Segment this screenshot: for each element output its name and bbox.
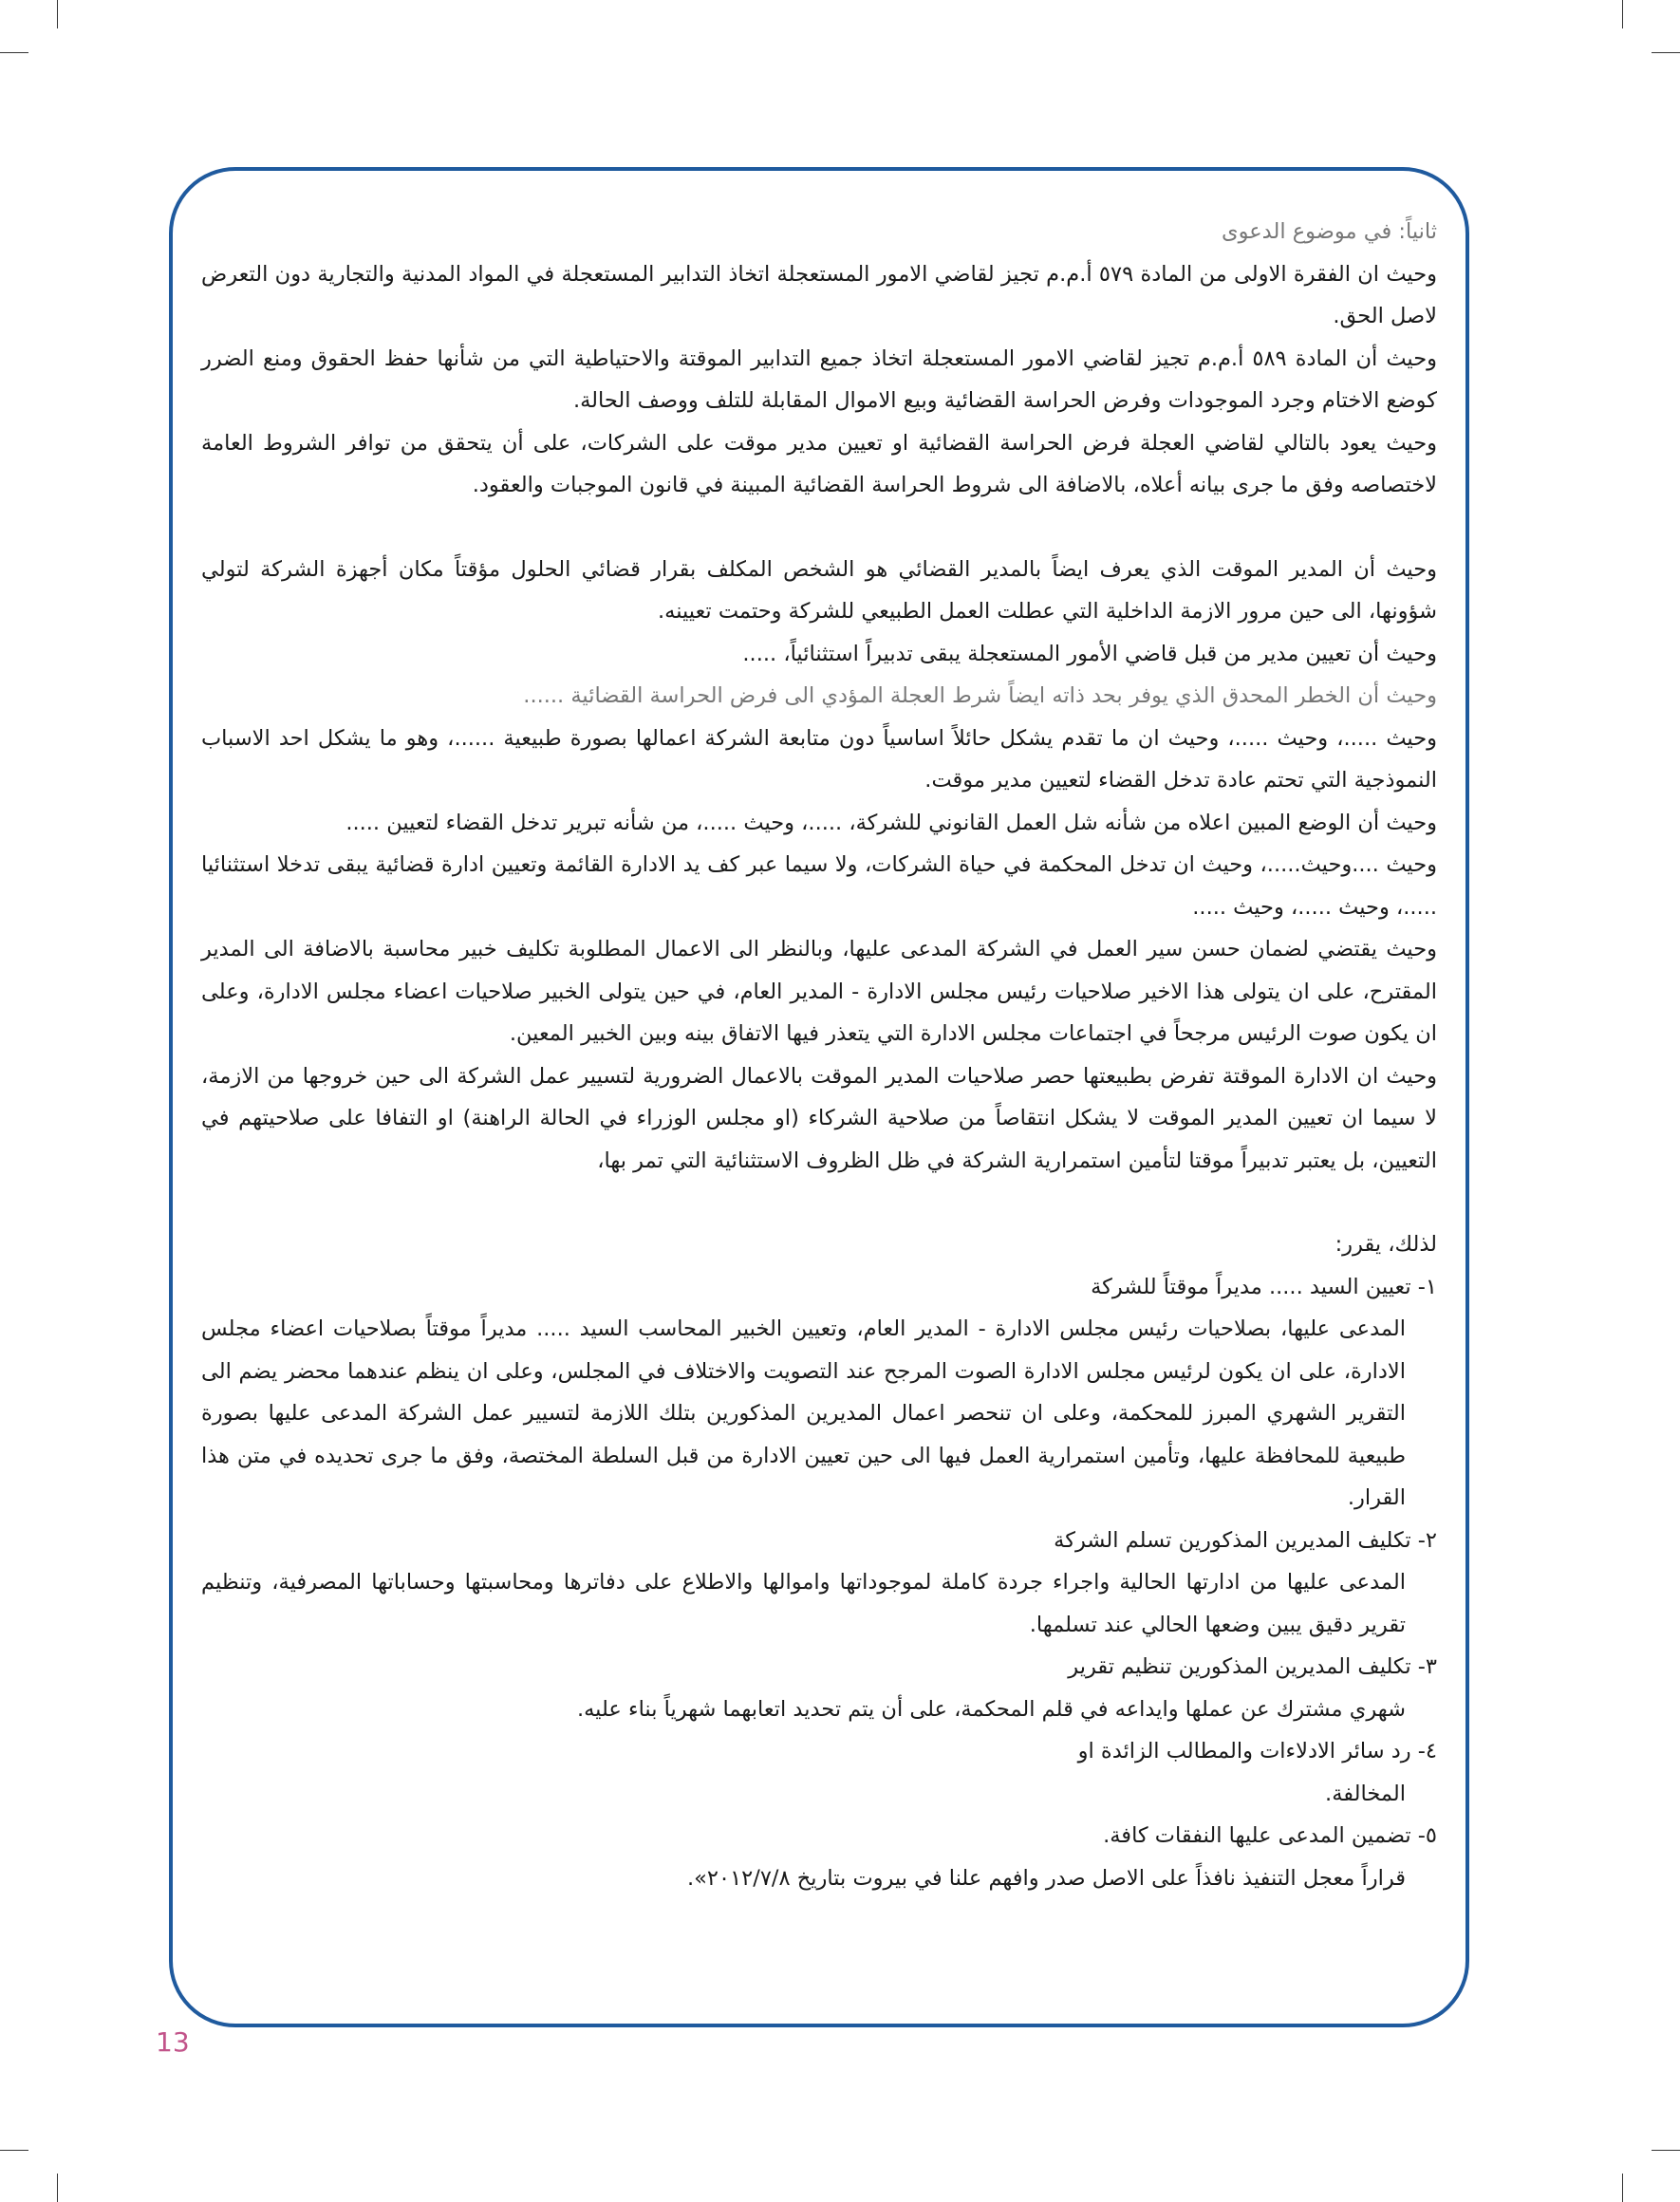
spacer [201, 1182, 1437, 1223]
page-number: 13 [156, 2026, 190, 2058]
decision-heading: لذلك، يقرر: [1335, 1232, 1437, 1257]
decision-item: ٤- رد سائر الادلاءات والمطالب الزائدة او [1077, 1739, 1437, 1763]
crop-mark [1622, 2174, 1623, 2202]
decision-item: ٣- تكليف المديرين المذكورين تنظيم تقرير [1068, 1654, 1437, 1679]
decision-item-text: المدعى عليها، بصلاحيات رئيس مجلس الادارة - المدير العام، وتعيين الخبير المحاسب السيد ..... مديراً موقتاً بصلاحيات اعضاء مجلس الادارة، على ان يكون لرئيس مجلس الادارة الصوت المرجح عند التصويت والاختلاف في المجلس، وعلى ان ينظم عندهما محضر يضم الى التقرير الشهري المبرز للمحكمة، وعلى ان تنحصر اعمال المديرين المذكورين بتلك اللازمة لتسيير عمل الشركة المدعى عليها بصورة طبيعية للمحافظة عليها، وتأمين استمرارية العمل فيها الى حين تعيين الادارة من قبل السلطة المختصة، وفق ما جرى تحديده في متن هذا القرار. [201, 1316, 1406, 1510]
closing-line: قراراً معجل التنفيذ نافذاً على الاصل صدر وافهم علنا في بيروت بتاريخ ٢٠١٢/٧/٨». [687, 1865, 1406, 1891]
decision-item: ٥- تضمين المدعى عليها النفقات كافة. [1103, 1823, 1437, 1848]
decision-item: ١- تعيين السيد ..... مديراً موقتاً للشركة [1091, 1274, 1437, 1299]
crop-mark [57, 0, 58, 28]
paragraph: وحيث .....، وحيث .....، وحيث ان ما تقدم يشكل حائلاً اساسياً دون متابعة الشركة اعمالها بصورة طبيعية ......، وهو ما يشكل احد الاسباب النموذجية التي تحتم عادة تدخل القضاء لتعيين مدير موقت. [201, 725, 1437, 793]
crop-mark [0, 2150, 28, 2151]
document-body [201, 211, 1437, 1899]
decision-item-text: المخالفة. [1325, 1781, 1406, 1806]
decision-item: ٢- تكليف المديرين المذكورين تسلم الشركة [1054, 1527, 1437, 1553]
crop-mark [0, 52, 28, 53]
paragraph: وحيث ان الفقرة الاولى من المادة ٥٧٩ أ.م.م تجيز لقاضي الامور المستعجلة اتخاذ التدابير المستعجلة في المواد المدنية والتجارية دون التعرض لاصل الحق. [201, 261, 1437, 328]
paragraph: وحيث ....وحيث.....، وحيث ان تدخل المحكمة في حياة الشركات، ولا سيما عبر كف يد الادارة القائمة وتعيين ادارة قضائية يبقى تدخلا استثنائيا .....، وحيث .....، وحيث ..... [201, 852, 1437, 920]
paragraph: وحيث ان الادارة الموقتة تفرض بطبيعتها حصر صلاحيات المدير الموقت بالاعمال الضرورية لتسيير عمل الشركة الى حين خروجها من الازمة، لا سيما ان تعيين المدير الموقت لا يشكل انتقاصاً من صلاحية الشركاء (او مجلس الوزراء في الحالة الراهنة) او التفافا على صلاحيتهم في التعيين، بل يعتبر تدبيراً موقتا لتأمين استمرارية الشركة في ظل الظروف الاستثنائية التي تمر بها، [201, 1063, 1437, 1173]
decision-item-text: شهري مشترك عن عملها وايداعه في قلم المحكمة، على أن يتم تحديد اتعابهما شهرياً بناء عليه. [576, 1696, 1406, 1722]
paragraph: وحيث أن تعيين مدير من قبل قاضي الأمور المستعجلة يبقى تدبيراً استثنائياً، ..... [742, 641, 1437, 666]
decision-item-text: المدعى عليها من ادارتها الحالية واجراء جردة كاملة لموجوداتها واموالها والاطلاع على دفاترها ومحاسبتها وحساباتها المصرفية، وتنظيم تقرير دقيق يبين وضعها الحالي عند تسلمها. [201, 1570, 1406, 1637]
crop-mark [1652, 52, 1680, 53]
spacer [201, 507, 1437, 549]
crop-mark [1652, 2150, 1680, 2151]
paragraph: وحيث أن الوضع المبين اعلاه من شأنه شل العمل القانوني للشركة، .....، وحيث .....، من شأنه تبرير تدخل القضاء لتعيين ..... [345, 810, 1437, 835]
crop-mark [1622, 0, 1623, 28]
paragraph: وحيث أن المدير الموقت الذي يعرف ايضاً بالمدير القضائي هو الشخص المكلف بقرار قضائي الحلول مؤقتاً مكان أجهزة الشركة لتولي شؤونها، الى حين مرور الازمة الداخلية التي عطلت العمل الطبيعي للشركة وحتمت تعيينه. [201, 556, 1437, 624]
paragraph: وحيث يعود بالتالي لقاضي العجلة فرض الحراسة القضائية او تعيين مدير موقت على الشركات، على أن يتحقق من توافر الشروط العامة لاختصاصه وفق ما جرى بيانه أعلاه، بالاضافة الى شروط الحراسة القضائية المبينة في قانون الموجبات والعقود. [201, 430, 1437, 497]
section-heading: ثانياً: في موضوع الدعوى [1222, 219, 1437, 244]
paragraph: وحيث أن الخطر المحدق الذي يوفر بحد ذاته ايضاً شرط العجلة المؤدي الى فرض الحراسة القضائية ...... [523, 683, 1437, 708]
paragraph: وحيث يقتضي لضمان حسن سير العمل في الشركة المدعى عليها، وبالنظر الى الاعمال المطلوبة تكليف خبير محاسبة بالاضافة الى المدير المقترح، على ان يتولى هذا الاخير صلاحيات رئيس مجلس الادارة - المدير العام، في حين يتولى الخبير صلاحيات اعضاء مجلس الادارة، وعلى ان يكون صوت الرئيس مرجحاً في اجتماعات مجلس الادارة التي يتعذر فيها الاتفاق بينه وبين الخبير المعين. [201, 937, 1437, 1046]
crop-mark [57, 2174, 58, 2202]
paragraph: وحيث أن المادة ٥٨٩ أ.م.م تجيز لقاضي الامور المستعجلة اتخاذ جميع التدابير الموقتة والاحتياطية التي من شأنها حفظ الحقوق ومنع الضرر كوضع الاختام وجرد الموجودات وفرض الحراسة القضائية وبيع الاموال المقابلة للتلف ووصف الحالة. [201, 345, 1438, 413]
